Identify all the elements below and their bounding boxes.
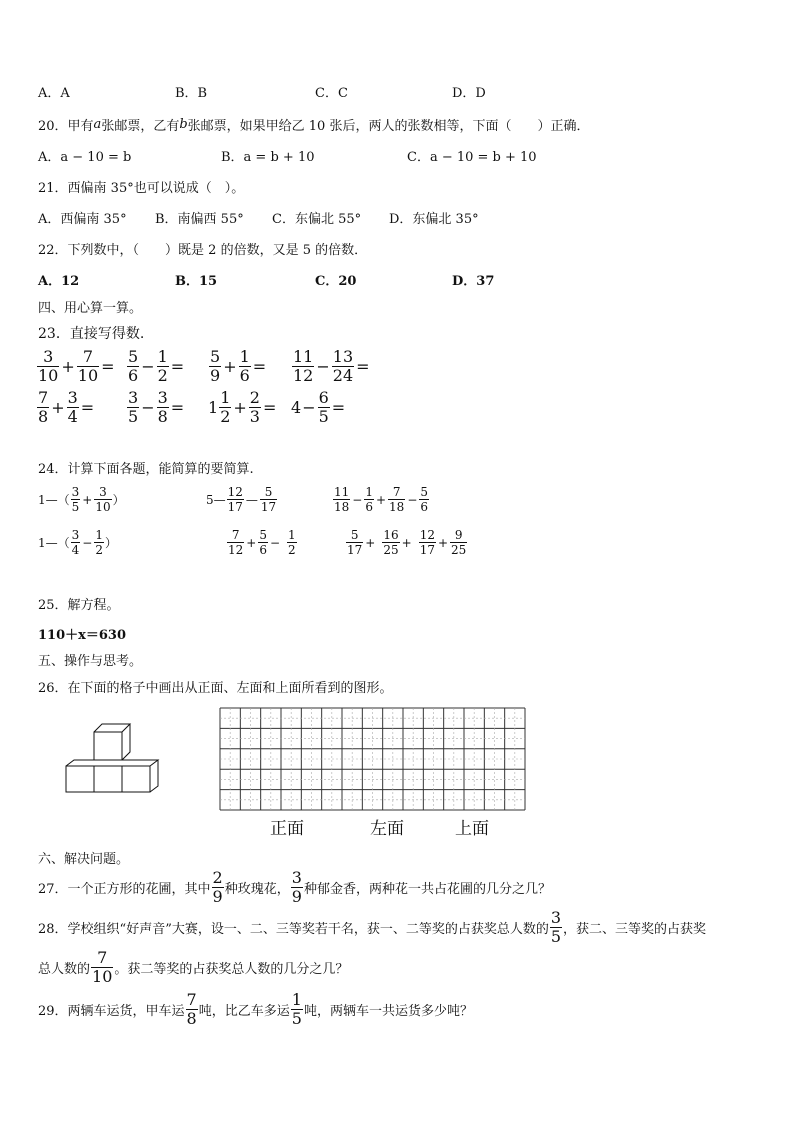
text: 吨，比乙车多运 bbox=[198, 1004, 290, 1019]
denominator: 5 bbox=[71, 500, 80, 514]
section-4-heading: 四、用心算一算。 bbox=[38, 301, 143, 316]
q24-expr-6 bbox=[345, 529, 468, 556]
text: 29．两辆车运货，甲车运 bbox=[38, 1004, 185, 1019]
denominator: 2 bbox=[288, 543, 296, 557]
option-b: B．B bbox=[175, 86, 208, 101]
operator: + bbox=[437, 535, 449, 550]
denominator: 17 bbox=[347, 543, 363, 557]
denominator: 17 bbox=[227, 500, 243, 514]
q23-expr-2 bbox=[126, 349, 185, 384]
denominator: 12 bbox=[293, 366, 314, 385]
operator: − bbox=[141, 357, 155, 376]
denominator: 12 bbox=[228, 543, 244, 557]
numerator: 1 bbox=[95, 528, 103, 542]
numerator: 1 bbox=[157, 347, 168, 366]
operator: − bbox=[141, 398, 155, 417]
denominator: 6 bbox=[259, 543, 267, 557]
q23-expr-8 bbox=[291, 390, 346, 425]
q24-expr-4 bbox=[38, 529, 117, 556]
q25-stem: 25．解方程。 bbox=[38, 598, 120, 613]
text: 种郁金香，两种花一共占花圃的几分之几？ bbox=[303, 882, 551, 897]
denominator: 6 bbox=[128, 366, 139, 385]
denominator: 25 bbox=[451, 543, 467, 557]
operator: + bbox=[401, 535, 412, 550]
q29-stem bbox=[38, 992, 473, 1027]
denominator: 8 bbox=[38, 407, 49, 426]
denominator: 8 bbox=[186, 1009, 197, 1028]
operator: − bbox=[407, 492, 418, 507]
numerator: 7 bbox=[231, 528, 240, 542]
operator: + bbox=[61, 357, 75, 376]
text: 吨，两辆车一共运货多少吨？ bbox=[303, 1004, 473, 1019]
option-d: D．D bbox=[452, 86, 486, 101]
option-c: C．C bbox=[315, 86, 348, 101]
denominator: 18 bbox=[334, 500, 350, 514]
q24-stem: 24．计算下面各题，能简算的要简算. bbox=[38, 462, 254, 477]
option-c: C．a − 10 = b + 10 bbox=[407, 150, 537, 165]
q23-expr-3 bbox=[208, 349, 267, 384]
q22-stem: 22．下列数中，（ ）既是 2 的倍数，又是 5 的倍数． bbox=[38, 243, 368, 258]
q23-expr-1 bbox=[36, 349, 116, 384]
option-b: B．15 bbox=[175, 274, 218, 289]
denominator: 2 bbox=[95, 543, 103, 557]
equals: = bbox=[170, 398, 185, 417]
numerator: 3 bbox=[71, 528, 80, 542]
var-b: b bbox=[179, 117, 188, 132]
equals: = bbox=[101, 357, 115, 376]
q22-options bbox=[38, 270, 494, 289]
denominator: 10 bbox=[92, 967, 113, 986]
operator: − bbox=[352, 492, 363, 507]
tail: ） bbox=[104, 536, 117, 550]
equals: = bbox=[331, 398, 346, 417]
q24-expr-5 bbox=[226, 529, 298, 556]
numerator: 2 bbox=[249, 388, 260, 407]
q28-stem-line1 bbox=[38, 910, 706, 945]
numerator: 1 bbox=[239, 347, 250, 366]
text: 总人数的 bbox=[38, 962, 91, 977]
denominator: 9 bbox=[212, 887, 223, 906]
text: 。获二等奖的占获奖总人数的几分之几？ bbox=[114, 962, 349, 977]
whole-number: 4 bbox=[291, 398, 302, 417]
numerator: 1 bbox=[291, 990, 302, 1009]
denominator: 10 bbox=[77, 366, 99, 385]
numerator: 7 bbox=[97, 948, 108, 967]
denominator: 6 bbox=[365, 500, 373, 514]
numerator: 12 bbox=[227, 485, 243, 499]
numerator: 3 bbox=[43, 347, 54, 366]
denominator: 6 bbox=[239, 366, 250, 385]
denominator: 2 bbox=[157, 366, 168, 385]
q21-stem: 21．西偏南 35°也可以说成（ ）。 bbox=[38, 181, 245, 196]
numerator: 5 bbox=[210, 347, 221, 366]
option-d: D．37 bbox=[452, 274, 495, 289]
label-left-view: 左面 bbox=[370, 819, 404, 839]
option-a: A．12 bbox=[38, 274, 80, 289]
numerator: 7 bbox=[38, 388, 49, 407]
numerator: 3 bbox=[71, 485, 80, 499]
lead: 1—（ bbox=[38, 493, 70, 507]
denominator: 17 bbox=[419, 543, 435, 557]
numerator: 6 bbox=[318, 388, 329, 407]
whole-number: 1 bbox=[208, 398, 219, 417]
var-a: a bbox=[93, 117, 102, 132]
operator: − bbox=[269, 535, 281, 550]
denominator: 2 bbox=[220, 407, 231, 426]
option-c: C．东偏北 55° bbox=[272, 212, 362, 227]
operator: + bbox=[223, 357, 237, 376]
lead: 1—（ bbox=[38, 536, 70, 550]
denominator: 25 bbox=[383, 543, 399, 557]
operator: + bbox=[51, 398, 65, 417]
q24-expr-1 bbox=[38, 486, 125, 513]
q24-expr-3 bbox=[332, 486, 430, 513]
numerator: 3 bbox=[99, 485, 107, 499]
denominator: 24 bbox=[332, 366, 354, 385]
q25-equation: 110＋x＝630 bbox=[38, 628, 127, 643]
operator: + bbox=[246, 535, 257, 550]
numerator: 11 bbox=[293, 347, 314, 366]
option-d: D．东偏北 35° bbox=[389, 212, 479, 227]
drawing-grid[interactable] bbox=[219, 707, 526, 811]
q28-stem-line2 bbox=[38, 950, 348, 985]
option-b: B．南偏西 55° bbox=[155, 212, 244, 227]
option-a: A．A bbox=[38, 86, 70, 101]
q20-mid: 张邮票，乙有 bbox=[101, 119, 180, 134]
q19-options bbox=[38, 82, 486, 101]
equals: = bbox=[80, 398, 95, 417]
numerator: 3 bbox=[550, 908, 562, 927]
numerator: 5 bbox=[259, 528, 267, 542]
numerator: 3 bbox=[157, 388, 168, 407]
q23-expr-7 bbox=[208, 390, 277, 425]
equals: = bbox=[170, 357, 185, 376]
q27-stem bbox=[38, 870, 551, 905]
numerator: 1 bbox=[365, 485, 373, 499]
text: ，获二、三等奖的占获奖 bbox=[563, 922, 707, 937]
numerator: 2 bbox=[212, 868, 223, 887]
denominator: 3 bbox=[249, 407, 260, 426]
denominator: 5 bbox=[550, 927, 562, 946]
denominator: 9 bbox=[210, 366, 221, 385]
numerator: 1 bbox=[288, 528, 296, 542]
numerator: 3 bbox=[128, 388, 139, 407]
denominator: 18 bbox=[389, 500, 405, 514]
q23-expr-5 bbox=[36, 390, 95, 425]
q20-stem bbox=[38, 115, 589, 134]
numerator: 7 bbox=[82, 347, 94, 366]
denominator: 10 bbox=[95, 500, 111, 514]
q20-suffix: 张邮票，如果甲给乙 10 张后，两人的张数相等，下面（ ）正确． bbox=[187, 119, 590, 134]
operator: + bbox=[233, 398, 247, 417]
operator: + bbox=[82, 492, 93, 507]
numerator: 13 bbox=[332, 347, 354, 366]
q21-options bbox=[38, 208, 479, 227]
denominator: 4 bbox=[67, 407, 78, 426]
q20-prefix: 20．甲有 bbox=[38, 119, 94, 134]
denominator: 17 bbox=[260, 500, 277, 514]
numerator: 5 bbox=[128, 347, 139, 366]
q23-expr-6 bbox=[126, 390, 185, 425]
option-a: A．a − 10 = b bbox=[38, 150, 132, 165]
equals: = bbox=[356, 357, 370, 376]
section-5-heading: 五、操作与思考。 bbox=[38, 654, 143, 669]
label-top-view: 上面 bbox=[455, 819, 489, 839]
text: 27．一个正方形的花圃，其中 bbox=[38, 882, 211, 897]
numerator: 11 bbox=[334, 485, 350, 499]
denominator: 8 bbox=[157, 407, 168, 426]
numerator: 5 bbox=[350, 528, 359, 542]
numerator: 7 bbox=[392, 485, 401, 499]
operator: — bbox=[245, 492, 258, 507]
q23-expr-4 bbox=[291, 349, 371, 384]
numerator: 3 bbox=[67, 388, 78, 407]
numerator: 1 bbox=[220, 388, 231, 407]
q23-stem: 23．直接写得数. bbox=[38, 326, 145, 342]
equals: = bbox=[262, 398, 277, 417]
numerator: 5 bbox=[420, 485, 429, 499]
denominator: 6 bbox=[420, 500, 429, 514]
denominator: 10 bbox=[38, 366, 59, 385]
denominator: 4 bbox=[71, 543, 80, 557]
numerator: 12 bbox=[419, 528, 435, 542]
option-a: A．西偏南 35° bbox=[38, 212, 127, 227]
option-c: C．20 bbox=[315, 274, 357, 289]
numerator: 5 bbox=[264, 485, 273, 499]
numerator: 3 bbox=[291, 868, 302, 887]
q24-expr-2 bbox=[206, 486, 278, 513]
operator: − bbox=[82, 535, 93, 550]
denominator: 5 bbox=[318, 407, 329, 426]
denominator: 5 bbox=[128, 407, 139, 426]
text: 种玫瑰花， bbox=[224, 882, 290, 897]
tail: ） bbox=[112, 493, 125, 507]
equals: = bbox=[252, 357, 267, 376]
operator: − bbox=[302, 398, 316, 417]
numerator: 16 bbox=[383, 528, 399, 542]
operator: + bbox=[365, 535, 376, 550]
denominator: 5 bbox=[291, 1009, 302, 1028]
denominator: 9 bbox=[291, 887, 302, 906]
operator: − bbox=[316, 357, 330, 376]
cube-arrangement-figure bbox=[60, 718, 165, 793]
lead: 5— bbox=[206, 492, 226, 507]
operator: + bbox=[375, 492, 387, 507]
text: 28．学校组织“好声音”大赛，设一、二、三等奖若干名，获一、二等奖的占获奖总人数的 bbox=[38, 922, 549, 937]
label-front-view: 正面 bbox=[270, 819, 304, 839]
option-b: B．a = b + 10 bbox=[221, 150, 315, 165]
section-6-heading: 六、解决问题。 bbox=[38, 852, 130, 867]
q26-stem: 26．在下面的格子中画出从正面、左面和上面所看到的图形。 bbox=[38, 681, 393, 696]
numerator: 7 bbox=[186, 990, 197, 1009]
numerator: 9 bbox=[454, 528, 463, 542]
q20-options bbox=[38, 146, 537, 165]
